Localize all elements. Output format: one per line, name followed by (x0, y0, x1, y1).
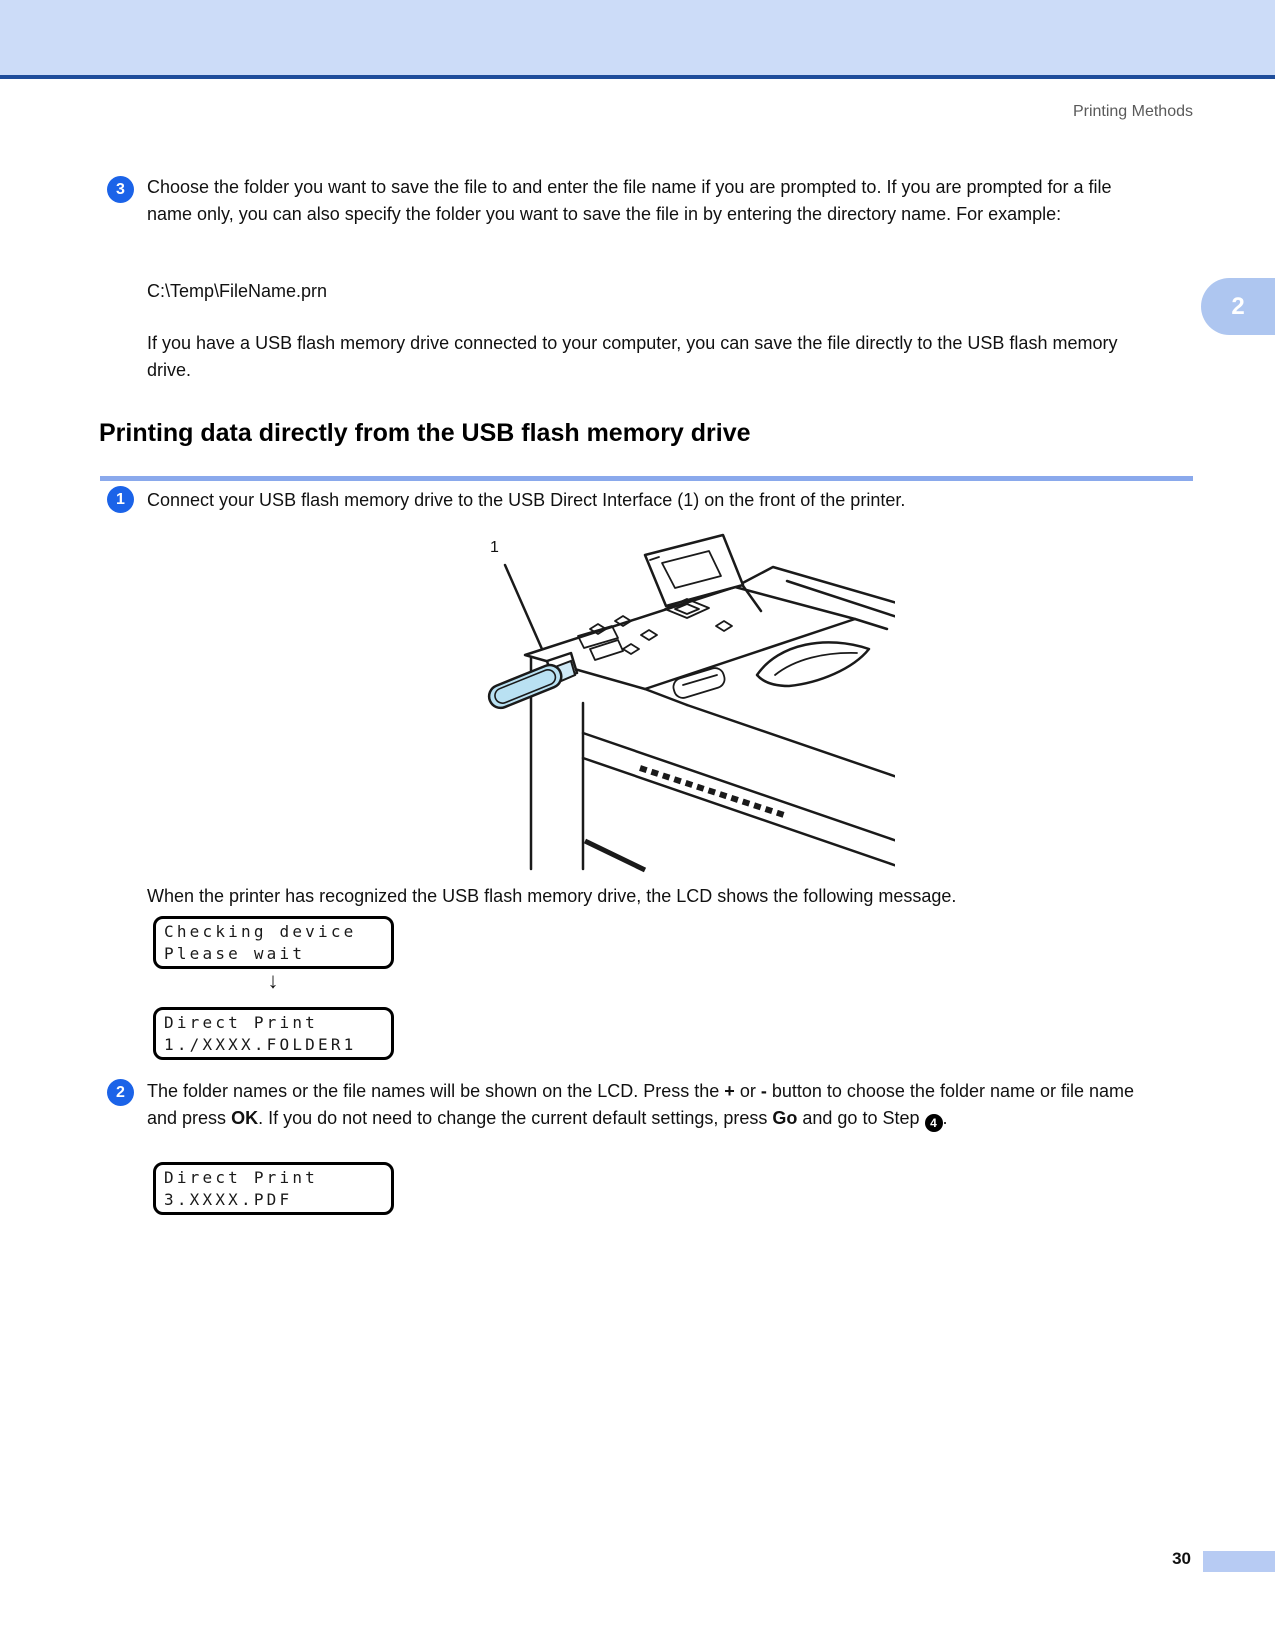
tray-slot-top (583, 733, 895, 841)
printer-line-art (435, 525, 895, 877)
section-title: Printing data directly from the USB flash memory drive (99, 419, 751, 447)
paper-stop-wing (757, 642, 869, 686)
plus-button-label: + (724, 1081, 735, 1101)
lcd-note-text: When the printer has recognized the USB flash memory drive, the LCD shows the following message. (147, 886, 957, 906)
top-edge (855, 619, 887, 629)
step2-segment: and go to Step (797, 1107, 925, 1128)
lcd-screen-2 (153, 1007, 394, 1060)
tray-shadow-wedge (585, 841, 645, 870)
step2-segment: button to choose the folder name or file name and press (147, 1081, 1135, 1128)
figure-callout-label: 1 (490, 539, 499, 556)
tray-slot-hatching (640, 768, 787, 816)
running-header: Printing Methods (1072, 103, 1193, 120)
lcd2-line2: 1./XXXX.FOLDER1 (164, 1035, 357, 1054)
section-title-rule (100, 476, 1193, 481)
footer-accent-bar (1203, 1551, 1275, 1572)
step2-segment: or (734, 1081, 761, 1101)
tray-slot-bottom (583, 758, 895, 866)
step1-text: Connect your USB flash memory drive to the USB Direct Interface (1) on the front of the printer. (147, 490, 906, 510)
step-number-1: 1 (107, 486, 134, 513)
lcd-screen-1 (153, 916, 394, 969)
header-band (0, 0, 1275, 79)
ok-button-label: OK (231, 1107, 259, 1128)
minus-button-label: - (760, 1081, 767, 1101)
lcd2-line1: Direct Print (164, 1013, 318, 1032)
step-number-2: 2 (107, 1079, 134, 1106)
lcd-screen-3 (153, 1162, 394, 1215)
step2-segment: . (942, 1107, 948, 1128)
go-button-label: Go (772, 1107, 798, 1128)
step-number-3: 3 (107, 176, 134, 203)
path-example: C:\Temp\FileName.prn (147, 281, 328, 301)
page-number: 30 (1172, 1549, 1191, 1568)
down-arrow-icon: ↓ (267, 968, 279, 993)
step3-text: Choose the folder you want to save the file to and enter the file name if you are prompted to. If you are prompted for a file name only, you can also specify the folder you want to save the file in by entering the directory name. For example: (147, 177, 1112, 224)
lcd3-line1: Direct Print (164, 1168, 318, 1187)
step2-segment: The folder names or the file names will be shown on the LCD. Press the (147, 1081, 725, 1101)
step2-segment: . If you do not need to change the current default settings, press (258, 1107, 773, 1128)
usb-flash-drive (486, 662, 565, 712)
printer-illustration (435, 525, 895, 877)
lcd3-line2: 3.XXXX.PDF (164, 1190, 293, 1209)
step4-reference-badge: 4 (925, 1114, 943, 1132)
lcd1-line2: Please wait (164, 944, 306, 963)
step2-text (147, 1078, 1149, 1132)
step3-extra-text: If you have a USB flash memory drive connected to your computer, you can save the file directly to the USB flash memory drive. (147, 333, 1118, 380)
lcd1-line1: Checking device (164, 922, 357, 941)
chapter-tab: 2 (1201, 278, 1275, 335)
front-top-edge (687, 705, 895, 777)
